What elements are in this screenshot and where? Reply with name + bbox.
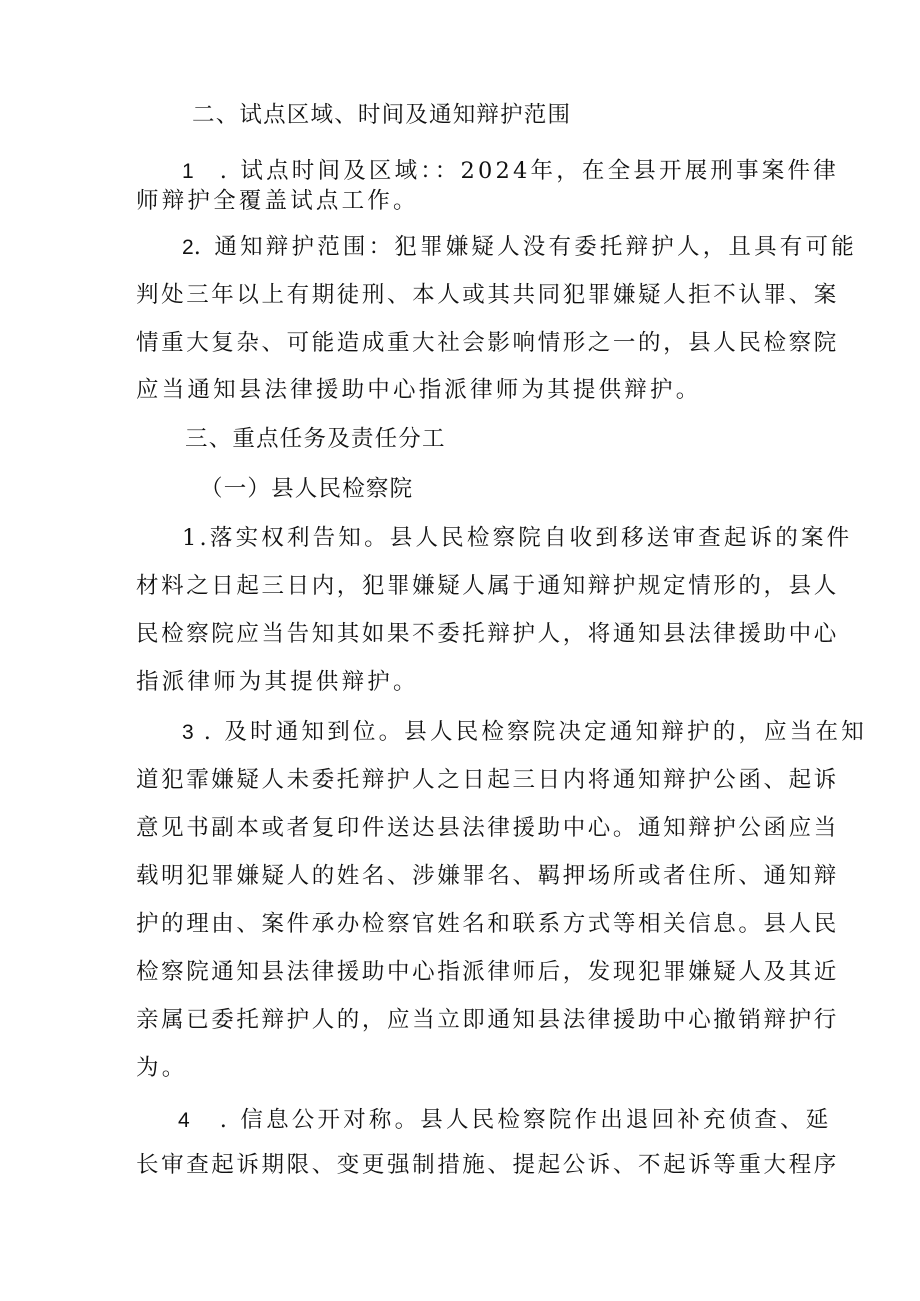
paragraph-task-4-line-2: 长审查起诉期限、变更强制措施、提起公诉、不起诉等重大程序 [136, 1152, 839, 1178]
task-4-text: . 信息公开对称。县人民检察院作出退回补充侦查、延 [219, 1107, 832, 1133]
section-heading-3: 三、重点任务及责任分工 [185, 426, 446, 452]
paragraph-task-1-line-2: 材料之日起三日内，犯罪嫌疑人属于通知辩护规定情形的，县人 [136, 573, 839, 599]
item-2-text: . 通知辩护范围：犯罪嫌疑人没有委托辩护人，且具有可能 [193, 234, 857, 260]
paragraph-task-1-line-1: 1.落实权利告知。县人民检察院自收到移送审查起诉的案件 [182, 525, 853, 551]
paragraph-task-3-line-4: 载明犯罪嫌疑人的姓名、涉嫌罪名、羁押场所或者住所、通知辩 [136, 863, 839, 889]
paragraph-item-1-line-2: 师辩护全覆盖试点工作。 [136, 188, 419, 214]
paragraph-task-3-line-6: 检察院通知县法律援助中心指派律师后，发现犯罪嫌疑人及其近 [136, 959, 839, 985]
section-heading-2: 二、试点区域、时间及通知辩护范围 [192, 102, 572, 128]
paragraph-task-1-line-3: 民检察院应当告知其如果不委托辩护人，将通知县法律援助中心 [136, 621, 839, 647]
subsection-heading-1: （一）县人民检察院 [200, 476, 414, 502]
paragraph-task-3-line-1 [182, 717, 867, 748]
paragraph-item-2-line-1 [182, 232, 857, 263]
paragraph-item-2-line-3: 情重大复杂、可能造成重大社会影响情形之一的，县人民检察院 [136, 330, 839, 356]
paragraph-task-3-line-8: 为。 [136, 1055, 188, 1081]
paragraph-task-4-line-1 [178, 1105, 838, 1136]
task-3-text: . 及时通知到位。县人民检察院决定通知辩护的，应当在知 [203, 719, 867, 745]
paragraph-task-3-line-3: 意见书副本或者复印件送达县法律援助中心。通知辩护公函应当 [136, 815, 839, 841]
paragraph-item-2-line-4: 应当通知县法律援助中心指派律师为其提供辩护。 [136, 377, 702, 403]
item-1-text: . 试点时间及区域：：2024年，在全县开展刑事案件律 [219, 158, 839, 184]
paragraph-task-3-line-2: 道犯霏嫌疑人未委托辩护人之日起三日内将通知辩护公函、起诉 [136, 767, 839, 793]
task-4-number: 4 [178, 1109, 190, 1132]
item-2-number: 2 [182, 236, 194, 259]
item-1-number: 1 [182, 160, 194, 183]
paragraph-item-2-line-2: 判处三年以上有期徒刑、本人或其共同犯罪嫌疑人拒不认罪、案 [136, 282, 839, 308]
paragraph-task-1-line-4: 指派律师为其提供辩护。 [136, 669, 419, 695]
paragraph-task-3-line-5: 护的理由、案件承办检察官姓名和联系方式等相关信息。县人民 [136, 911, 839, 937]
paragraph-item-1-line-1 [182, 156, 842, 187]
paragraph-task-3-line-7: 亲属已委托辩护人的，应当立即通知县法律援助中心撤销辩护行 [136, 1007, 839, 1033]
task-3-number: 3 [182, 721, 194, 744]
